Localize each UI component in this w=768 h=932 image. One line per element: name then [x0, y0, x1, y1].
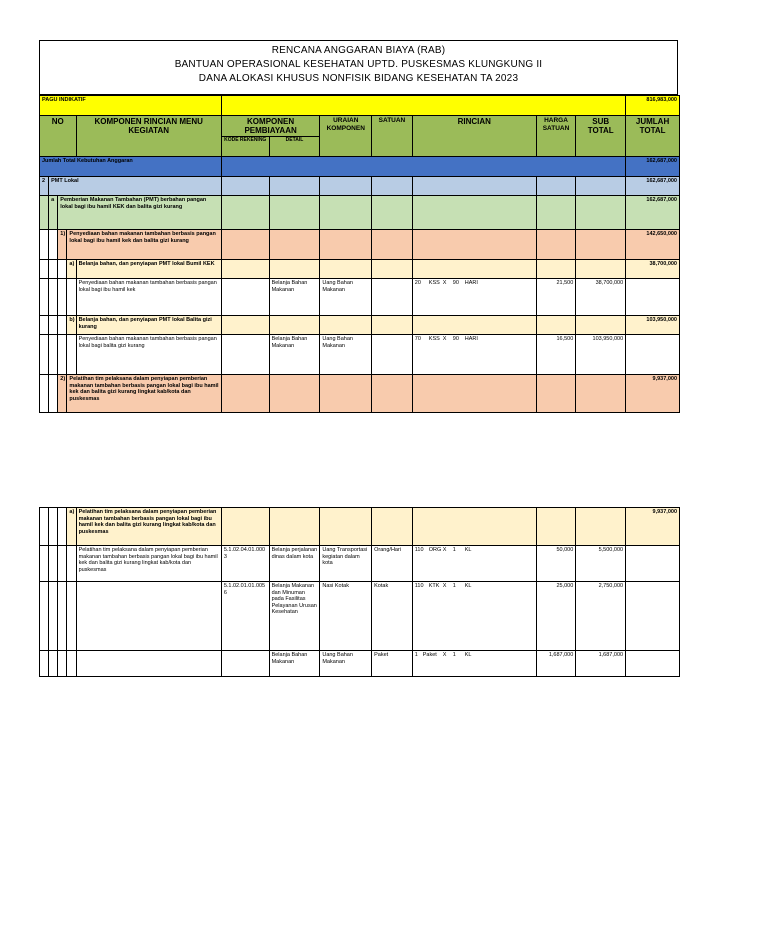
row-total: 103,950,000 — [626, 316, 680, 335]
row-label: Belanja bahan, dan penyiapan PMT lokal Bumil KEK — [76, 260, 221, 279]
item-label: Penyediaan bahan makanan tambahan berbasis pangan lokal bagi balita gizi kurang — [76, 335, 221, 375]
row-a1 — [40, 230, 680, 260]
col-subtotal: SUB TOTAL — [576, 116, 626, 157]
item-detail: Belanja Bahan Makanan — [269, 651, 320, 677]
col-jumlah: JUMLAH TOTAL — [626, 116, 680, 157]
report-subtitle-1: BANTUAN OPERASIONAL KESEHATAN UPTD. PUSKESMAS KLUNGKUNG II — [174, 59, 543, 70]
row-label: Pelatihan tim pelaksana dalam penyiapan pemberian makanan tambahan berbasis pangan lokal bagi ibu hamil kek dan balita gizi kurang lingkat kab/kota dan puskesmas — [76, 508, 221, 546]
pagu-row — [40, 96, 680, 116]
row-a1b — [40, 316, 680, 335]
item-kode: 5.1.02.04.01.0003 — [221, 546, 269, 582]
col-uraian: URAIAN KOMPONEN — [320, 116, 372, 157]
col-detail: DETAIL — [269, 137, 320, 157]
row-no: a) — [67, 508, 76, 546]
item-uraian: Uang Transportasi kegiatan dalam kota — [320, 546, 372, 582]
col-komponen-pembiayaan: KOMPONEN PEMBIAYAAN — [221, 116, 320, 137]
item-satuan: Orang/Hari — [372, 546, 413, 582]
col-satuan: SATUAN — [372, 116, 413, 157]
budget-table-top — [39, 95, 680, 413]
row-total: 142,650,000 — [626, 230, 680, 260]
item-row — [40, 335, 680, 375]
row-total: 9,937,000 — [626, 508, 680, 546]
item-harga: 16,500 — [536, 335, 576, 375]
pagu-value: 816,983,000 — [626, 96, 680, 116]
item-row — [40, 651, 680, 677]
item-uraian: Uang Bahan Makanan — [320, 279, 372, 316]
jumlah-total-value: 162,687,000 — [626, 157, 680, 177]
item-uraian: Nasi Kotak — [320, 582, 372, 651]
row-label: Pemberian Makanan Tambahan (PMT) berbahan pangan lokal bagi ibu hamil KEK dan balita gizi kurang — [58, 196, 222, 230]
item-subtotal: 1,687,000 — [576, 651, 626, 677]
item-subtotal: 103,950,000 — [576, 335, 626, 375]
row-no: 2) — [58, 375, 67, 413]
col-rincian: RINCIAN — [412, 116, 536, 157]
item-rincian: 110 KTK X 1 KL — [412, 582, 536, 651]
col-kode-rekening: KODE REKENING — [221, 137, 269, 157]
item-detail: Belanja Bahan Makanan — [269, 335, 320, 375]
item-satuan: Paket — [372, 651, 413, 677]
row-label: Belanja bahan, dan penyiapan PMT lokal Balita gizi kurang — [76, 316, 221, 335]
item-harga: 1,687,000 — [536, 651, 576, 677]
item-rincian: 70 KSS X 90 HARI — [412, 335, 536, 375]
jumlah-total-row — [40, 157, 680, 177]
item-row — [40, 582, 680, 651]
row-no: 2 — [40, 177, 49, 196]
col-komponen-rincian: KOMPONEN RINCIAN MENU KEGIATAN — [76, 116, 221, 157]
item-harga: 50,000 — [536, 546, 576, 582]
row-total: 38,700,000 — [626, 260, 680, 279]
row-a2a — [40, 508, 680, 546]
row-no: a — [49, 196, 58, 230]
item-row — [40, 279, 680, 316]
item-rincian: 110 ORGX 1 KL — [412, 546, 536, 582]
row-no: a) — [67, 260, 76, 279]
row-label: PMT Lokal — [49, 177, 222, 196]
row-a — [40, 196, 680, 230]
item-detail: Belanja Makanan dan Minuman pada Fasilitas Pelayanan Urusan Kesehatan — [269, 582, 320, 651]
item-rincian: 1 Paket X 1 KL — [412, 651, 536, 677]
row-total: 162,687,000 — [626, 196, 680, 230]
row-total: 9,937,000 — [626, 375, 680, 413]
budget-table-bottom — [39, 507, 680, 677]
item-kode: 5.1.02.01.01.0056 — [221, 582, 269, 651]
pmt-lokal-row — [40, 177, 680, 196]
item-harga: 25,000 — [536, 582, 576, 651]
row-no: 1) — [58, 230, 67, 260]
row-no: b) — [67, 316, 76, 335]
jumlah-total-label: Jumlah Total Kebutuhan Anggaran — [40, 157, 222, 177]
row-total: 162,687,000 — [626, 177, 680, 196]
row-label: Penyediaan bahan makanan tambahan berbasis pangan lokal bagi ibu hamil kek dan balita gizi kurang — [67, 230, 221, 260]
item-uraian: Uang Bahan Makanan — [320, 335, 372, 375]
item-subtotal: 5,500,000 — [576, 546, 626, 582]
item-label: Penyediaan bahan makanan tambahan berbasis pangan lokal bagi ibu hamil kek — [76, 279, 221, 316]
col-harga: HARGA SATUAN — [536, 116, 576, 157]
col-no: NO — [40, 116, 77, 157]
row-a1a — [40, 260, 680, 279]
item-label: Pelatihan tim pelaksana dalam penyiapan pemberian makanan tambahan berbasis pangan lokal bagi ibu hamil kek dan balita gizi kurang lingkat kab/kota dan puskesmas — [76, 546, 221, 582]
pagu-label: PAGU INDIKATIF — [40, 96, 222, 116]
column-header-row — [40, 116, 680, 137]
report-title: RENCANA ANGGARAN BIAYA (RAB) — [271, 45, 446, 56]
item-uraian: Uang Bahan Makanan — [320, 651, 372, 677]
item-row — [40, 546, 680, 582]
item-subtotal: 38,700,000 — [576, 279, 626, 316]
row-label: Pelatihan tim pelaksana dalam penyiapan pemberian makanan tambahan berbasis pangan lokal bagi ibu hamil kek dan balita gizi kurang lingkat kab/kota dan puskesmas — [67, 375, 221, 413]
item-detail: Belanja Bahan Makanan — [269, 279, 320, 316]
item-satuan: Kotak — [372, 582, 413, 651]
report-subtitle-2: DANA ALOKASI KHUSUS NONFISIK BIDANG KESEHATAN TA 2023 — [198, 73, 519, 84]
item-subtotal: 2,750,000 — [576, 582, 626, 651]
item-rincian: 20 KSS X 90 HARI — [412, 279, 536, 316]
row-a2 — [40, 375, 680, 413]
item-detail: Belanja perjalanan dinas dalam kota — [269, 546, 320, 582]
report-header — [39, 40, 678, 95]
item-harga: 21,500 — [536, 279, 576, 316]
